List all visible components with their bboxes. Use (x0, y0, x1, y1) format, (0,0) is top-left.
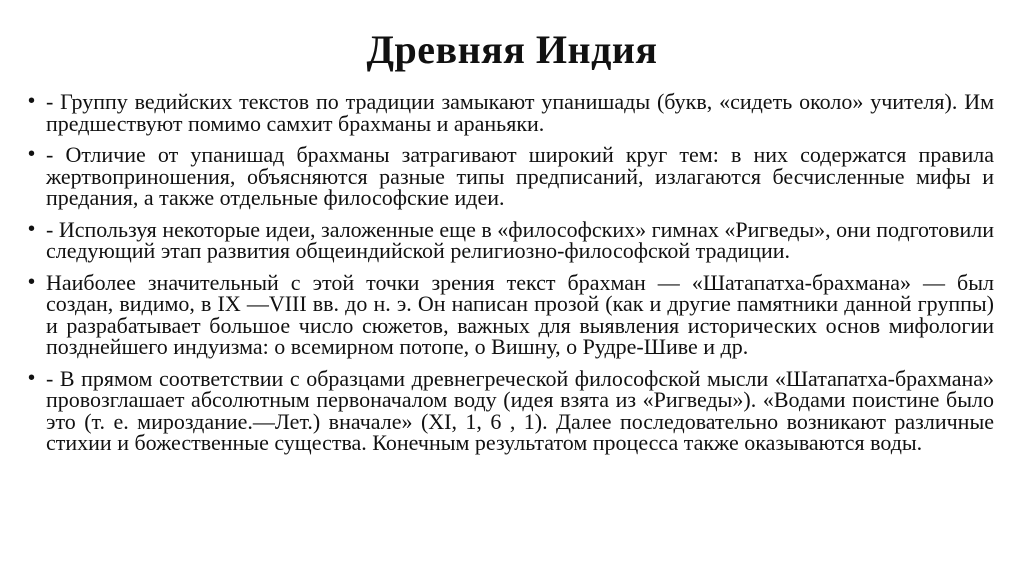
bullet-marker: • (28, 217, 36, 240)
bullet-text: - Группу ведийских текстов по традиции замыкают упанишады (букв, «сидеть около» учителя). Им предшествуют помимо самхит брахманы и араньяки. (46, 89, 994, 136)
bullet-marker: • (28, 366, 36, 389)
bullet-item-2 (28, 144, 994, 209)
bullet-text: - Используя некоторые идеи, заложенные еще в «философских» гимнах «Ригведы», они подготовили следующий этап развития общеиндийской религиозно-философской традиции. (46, 216, 994, 263)
bullet-marker: • (28, 90, 36, 112)
bullet-marker: • (28, 143, 36, 165)
bullet-text: - Отличие от упанишад брахманы затрагивают широкий круг тем: в них содержатся правила жертвоприношения, объясняются разные типы предписаний, излагаются бесчисленные мифы и предания, а также отдельные философские идеи. (46, 142, 994, 210)
bullet-text: - В прямом соответствии с образцами древнегреческой философской мысли «Шатапатха-брахмана» провозглашает абсолютным первоначалом воду (идея взята из «Ригведы»). «Водами поистине было это (т. е. мироздание.—Лет.) вначале» (XI, 1, 6 , 1). Далее последовательно возникают различные стихии и божественные существа. Конечным результатом процесса также оказываются воды. (46, 365, 994, 455)
bullet-text: Наиболее значительный с этой точки зрения текст брахман — «Шатапатха-брахмана» — был создан, видимо, в IX —VIII вв. до н. э. Он написан прозой (как и другие памятники данной группы) и разрабатывает большое число сюжетов, важных для выявления исторических основ мифологии позднейшего индуизма: о всемирном потопе, о Вишну, о Рудре-Шиве и др. (46, 269, 994, 359)
bullet-item-1 (28, 91, 994, 134)
bullet-item-3 (28, 216, 994, 263)
slide-title: Древняя Индия (366, 27, 658, 72)
bullet-list (28, 91, 994, 464)
bullet-item-4 (28, 269, 994, 359)
bullet-marker: • (28, 270, 36, 293)
bullet-item-5 (28, 365, 994, 455)
